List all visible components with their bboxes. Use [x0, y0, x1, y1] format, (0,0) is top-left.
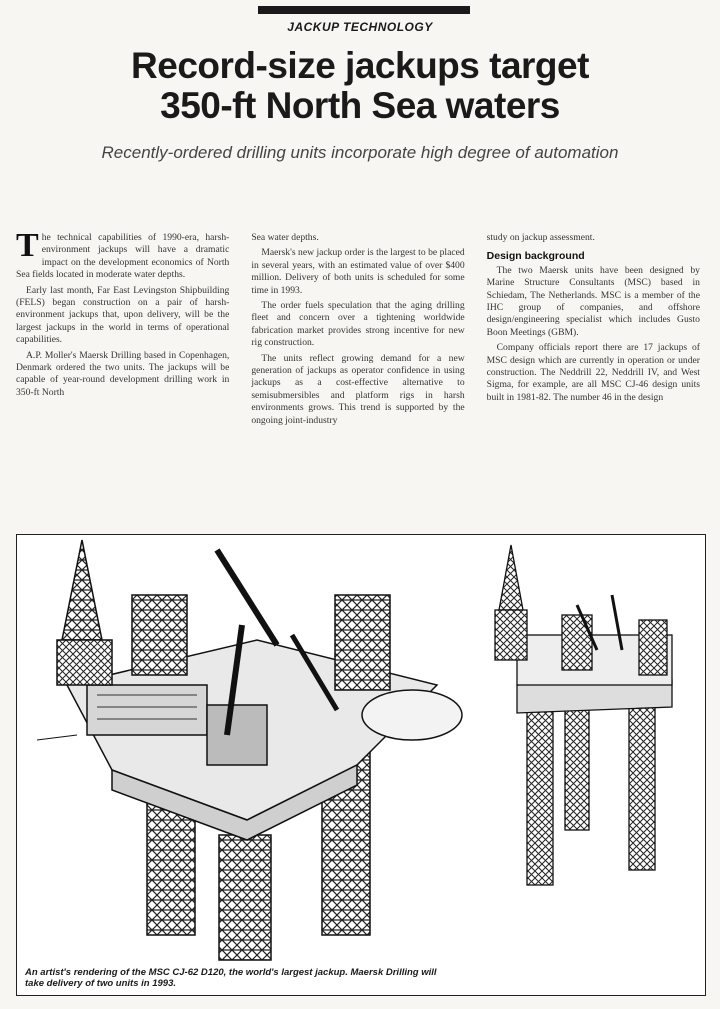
paragraph: Early last month, Far East Levingston Shipbuilding (FELS) began construction on a pair of harsh-environment jackups that, upon delivery, will be the largest jackups in the world in terms of operational capabilities. — [16, 284, 230, 346]
deck: Recently-ordered drilling units incorporate high degree of automation — [101, 143, 619, 162]
paragraph: Maersk's new jackup order is the largest to be placed in several years, with an estimated value of over $400 million. Delivery of both units is scheduled for some time in 1993. — [251, 247, 465, 296]
jackup-rig-drawing-icon — [17, 535, 707, 997]
subhead: Design background — [486, 250, 585, 263]
headline-line-2: 350-ft North Sea waters — [160, 85, 560, 126]
headline-line-1: Record-size jackups target — [131, 45, 589, 86]
column-1 — [16, 232, 229, 510]
column-3 — [487, 232, 700, 510]
paragraph: The two Maersk units have been designed by Marine Structure Consultants (MSC) based in Schiedam, The Netherlands. MSC is a member of the IHC group of companies, and offshore design/engineering specialist which includes Gusto Boon Meetings (GBM). — [486, 264, 700, 338]
figure — [16, 534, 706, 996]
paragraph-text: he technical capabilities of 1990-era, harsh-environment jackups will have a dramatic impact on the development economics of North Sea fields located in moderate water depths. — [16, 232, 230, 281]
column-2 — [251, 232, 464, 510]
paragraph: Company officials report there are 17 jackups of MSC design which are currently in operation or under construction. The Neddrill 22, Neddrill IV, and West Sigma, for example, are all MSC CJ-46 design units built in 1981-82. The number 46 in the design — [486, 342, 700, 403]
section-rule — [258, 6, 470, 14]
paragraph: Sea water depths. — [251, 232, 319, 243]
headline — [40, 46, 680, 126]
paragraph: A.P. Moller's Maersk Drilling based in Copenhagen, Denmark ordered the two units. The jackups will be capable of year-round development drilling work in 350-ft North — [16, 349, 230, 398]
section-label: JACKUP TECHNOLOGY — [287, 20, 433, 34]
small-rig — [495, 545, 672, 885]
paragraph — [16, 232, 229, 282]
paragraph: The units reflect growing demand for a new generation of jackups as operator confidence in using jackups as a cost-effective alternative to semisubmersibles and platform rigs in harsh environments grows. This trend is supported by the ongoing joint-industry — [251, 352, 465, 426]
paragraph: study on jackup assessment. — [486, 232, 595, 243]
paragraph: The order fuels speculation that the aging drilling fleet and concern over a tightening worldwide fabrication market provides strong incentive for new rig construction. — [251, 300, 465, 349]
dropcap: T — [16, 232, 39, 264]
figure-caption: An artist's rendering of the MSC CJ-62 D120, the world's largest jackup. Maersk Drilling will take delivery of two units in 1993. — [25, 967, 437, 989]
large-rig — [37, 540, 462, 960]
article-body — [16, 232, 700, 510]
